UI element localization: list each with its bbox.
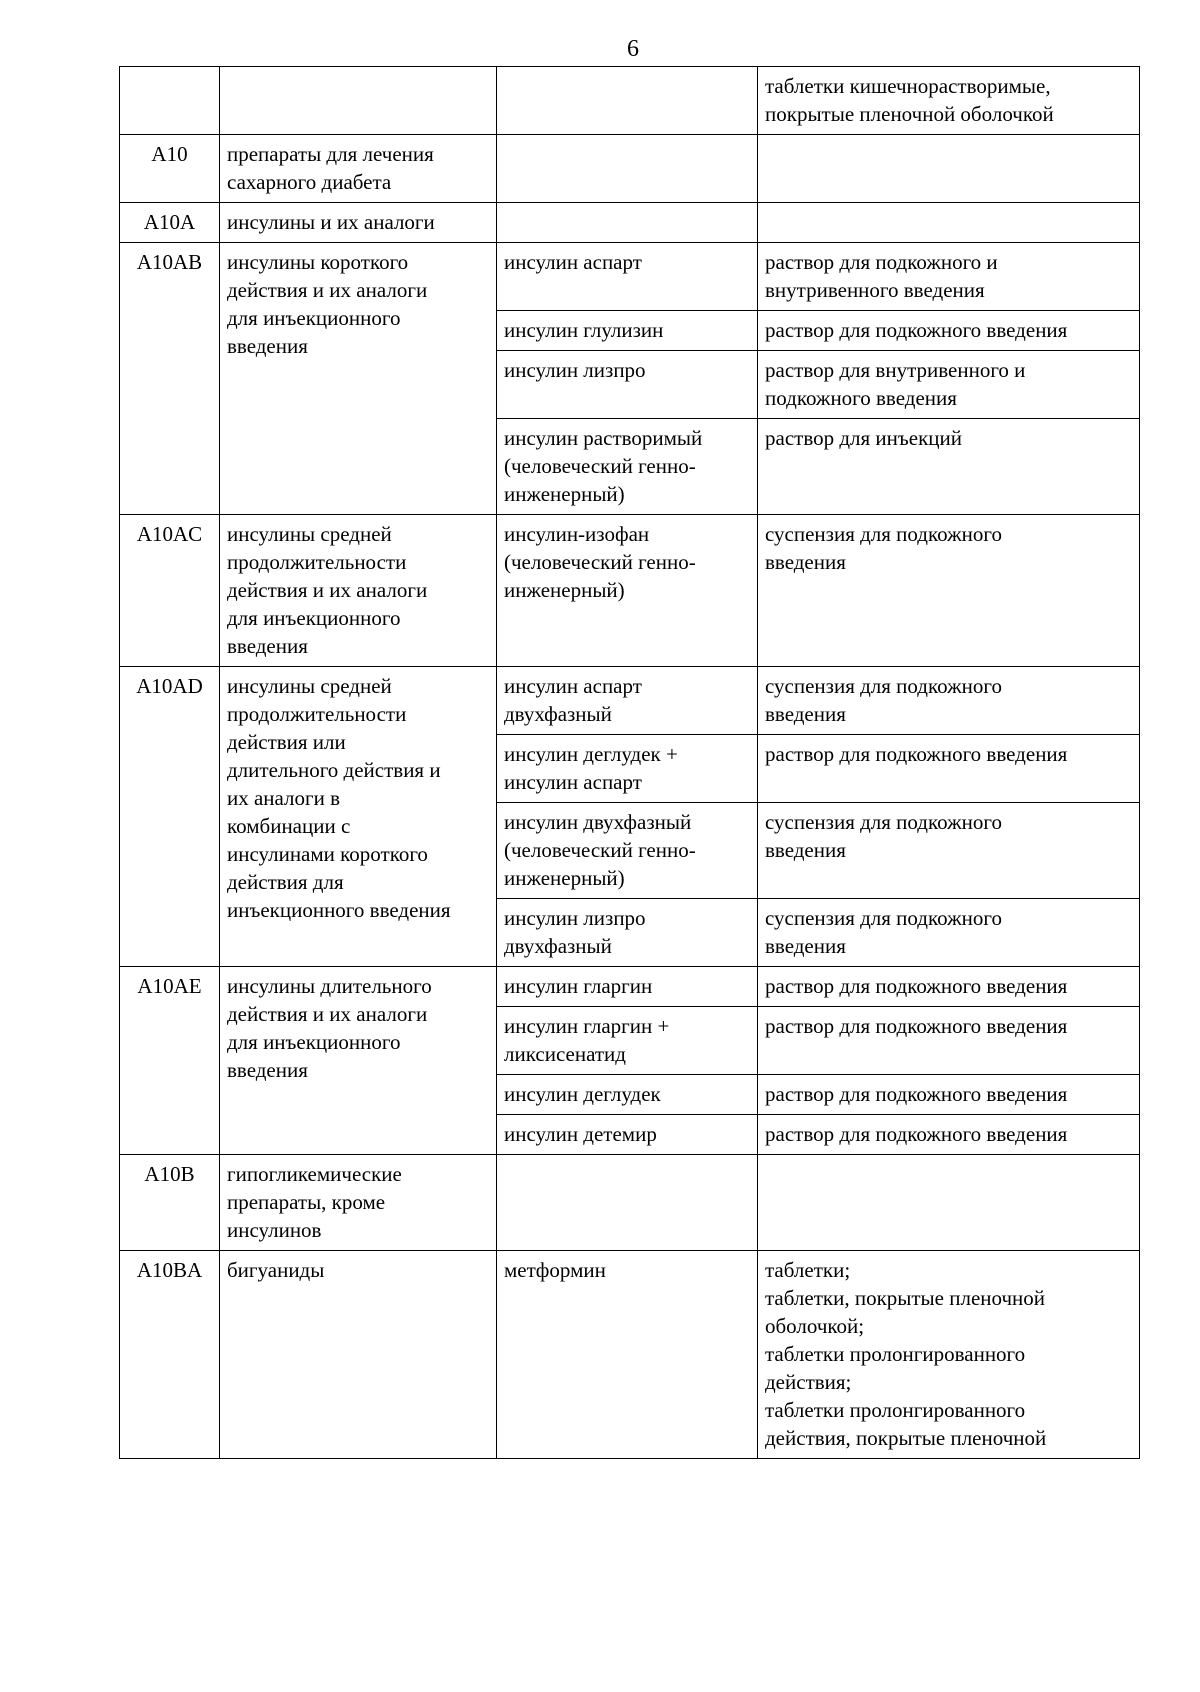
drug-name-cell: инсулин деглудек + инсулин аспарт xyxy=(497,735,758,803)
drug-name-cell xyxy=(497,203,758,243)
dosage-form-cell: раствор для подкожного введения xyxy=(758,1115,1140,1155)
dosage-form-cell: таблетки; таблетки, покрытые пленочной оболочкой; таблетки пролонгированного действия; таблетки пролонгированного действия, покрытые пленочной xyxy=(758,1251,1140,1459)
group-name-cell: инсулины средней продолжительности действия и их аналоги для инъекционного введения xyxy=(220,515,497,667)
dosage-form-cell: суспензия для подкожного введения xyxy=(758,899,1140,967)
table-row xyxy=(120,67,1140,135)
dosage-form-cell: раствор для подкожного введения xyxy=(758,735,1140,803)
drug-name-cell: инсулин-изофан (человеческий генно- инженерный) xyxy=(497,515,758,667)
dosage-form-cell xyxy=(758,203,1140,243)
atc-code-cell: A10B xyxy=(120,1155,220,1251)
table-row xyxy=(120,515,1140,667)
group-name-cell: инсулины средней продолжительности действия или длительного действия и их аналоги в комбинации с инсулинами короткого действия для инъекционного введения xyxy=(220,667,497,967)
table-row xyxy=(120,967,1140,1007)
atc-code-cell: A10AC xyxy=(120,515,220,667)
drug-table xyxy=(119,66,1140,1459)
atc-code-cell: A10AB xyxy=(120,243,220,515)
drug-name-cell xyxy=(497,1155,758,1251)
dosage-form-cell: раствор для подкожного введения xyxy=(758,967,1140,1007)
atc-code-cell: A10AD xyxy=(120,667,220,967)
drug-name-cell: инсулин аспарт xyxy=(497,243,758,311)
drug-name-cell: инсулин лизпро xyxy=(497,351,758,419)
atc-code-cell: A10BA xyxy=(120,1251,220,1459)
table-row xyxy=(120,1251,1140,1459)
drug-name-cell: метформин xyxy=(497,1251,758,1459)
dosage-form-cell: раствор для подкожного введения xyxy=(758,1075,1140,1115)
dosage-form-cell: суспензия для подкожного введения xyxy=(758,515,1140,667)
group-name-cell: инсулины длительного действия и их аналоги для инъекционного введения xyxy=(220,967,497,1155)
drug-name-cell: инсулин гларгин xyxy=(497,967,758,1007)
drug-name-cell: инсулин лизпро двухфазный xyxy=(497,899,758,967)
table-row xyxy=(120,667,1140,735)
table-row xyxy=(120,243,1140,311)
drug-name-cell: инсулин гларгин + ликсисенатид xyxy=(497,1007,758,1075)
group-name-cell xyxy=(220,67,497,135)
dosage-form-cell: раствор для подкожного введения xyxy=(758,311,1140,351)
dosage-form-cell: суспензия для подкожного введения xyxy=(758,803,1140,899)
drug-name-cell: инсулин глулизин xyxy=(497,311,758,351)
dosage-form-cell: раствор для инъекций xyxy=(758,419,1140,515)
atc-code-cell: A10A xyxy=(120,203,220,243)
dosage-form-cell: раствор для подкожного введения xyxy=(758,1007,1140,1075)
dosage-form-cell: раствор для подкожного и внутривенного введения xyxy=(758,243,1140,311)
page-number: 6 xyxy=(627,36,639,62)
group-name-cell: инсулины и их аналоги xyxy=(220,203,497,243)
drug-name-cell: инсулин деглудек xyxy=(497,1075,758,1115)
drug-name-cell: инсулин аспарт двухфазный xyxy=(497,667,758,735)
atc-code-cell: A10 xyxy=(120,135,220,203)
dosage-form-cell: таблетки кишечнорастворимые, покрытые пленочной оболочкой xyxy=(758,67,1140,135)
group-name-cell: препараты для лечения сахарного диабета xyxy=(220,135,497,203)
atc-code-cell xyxy=(120,67,220,135)
atc-code-cell: A10AE xyxy=(120,967,220,1155)
drug-name-cell: инсулин детемир xyxy=(497,1115,758,1155)
drug-name-cell xyxy=(497,67,758,135)
dosage-form-cell: раствор для внутривенного и подкожного введения xyxy=(758,351,1140,419)
dosage-form-cell xyxy=(758,1155,1140,1251)
group-name-cell: гипогликемические препараты, кроме инсулинов xyxy=(220,1155,497,1251)
drug-name-cell: инсулин двухфазный (человеческий генно- инженерный) xyxy=(497,803,758,899)
dosage-form-cell xyxy=(758,135,1140,203)
drug-name-cell: инсулин растворимый (человеческий генно- инженерный) xyxy=(497,419,758,515)
drug-name-cell xyxy=(497,135,758,203)
group-name-cell: бигуаниды xyxy=(220,1251,497,1459)
table-row xyxy=(120,203,1140,243)
dosage-form-cell: суспензия для подкожного введения xyxy=(758,667,1140,735)
table-row xyxy=(120,1155,1140,1251)
group-name-cell: инсулины короткого действия и их аналоги для инъекционного введения xyxy=(220,243,497,515)
table-row xyxy=(120,135,1140,203)
